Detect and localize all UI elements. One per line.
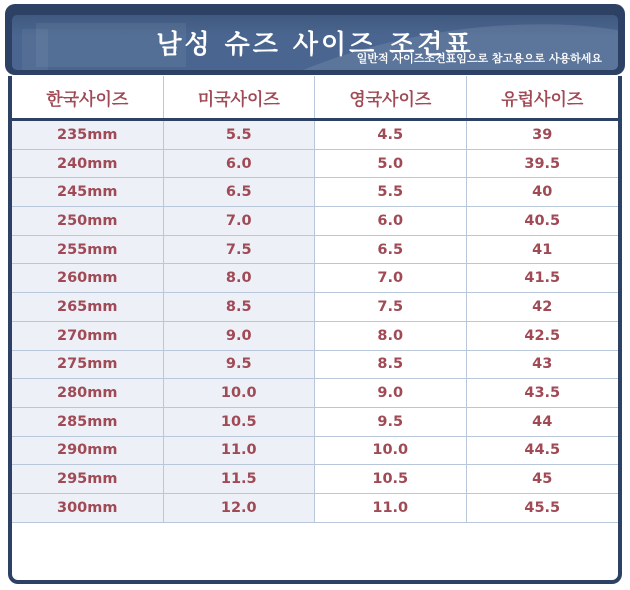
table-row: [12, 351, 618, 380]
table-row: [12, 408, 618, 437]
table-cell: 8.5: [164, 293, 316, 322]
table-cell: 7.5: [164, 236, 316, 265]
title-banner: [5, 4, 625, 75]
table-cell: 42.5: [467, 322, 619, 351]
table-cell: 45.5: [467, 494, 619, 523]
table-cell: 40: [467, 178, 619, 207]
table-cell: 10.5: [315, 465, 467, 494]
table-row: [12, 437, 618, 466]
table-cell: 245mm: [12, 178, 164, 207]
table-cell: 8.0: [164, 264, 316, 293]
table-cell: 4.5: [315, 121, 467, 150]
table-cell: 9.0: [164, 322, 316, 351]
table-cell: 265mm: [12, 293, 164, 322]
table-row: [12, 379, 618, 408]
table-row: [12, 150, 618, 179]
table-cell: 235mm: [12, 121, 164, 150]
title-banner-panel: [12, 15, 618, 70]
table-cell: 9.0: [315, 379, 467, 408]
table-cell: 240mm: [12, 150, 164, 179]
table-row: [12, 207, 618, 236]
size-conversion-table: [8, 76, 622, 584]
table-cell: 8.5: [315, 351, 467, 380]
table-cell: 39.5: [467, 150, 619, 179]
table-cell: 8.0: [315, 322, 467, 351]
table-cell: 285mm: [12, 408, 164, 437]
table-cell: 11.5: [164, 465, 316, 494]
table-cell: 9.5: [164, 351, 316, 380]
disclaimer-text: 일반적 사이즈조견표임으로 참고용으로 사용하세요: [356, 52, 602, 65]
table-cell: 39: [467, 121, 619, 150]
table-cell: 7.0: [164, 207, 316, 236]
column-header-europe: 유럽사이즈: [467, 76, 619, 118]
column-header-uk: 영국사이즈: [315, 76, 467, 118]
table-cell: 42: [467, 293, 619, 322]
table-cell: 11.0: [315, 494, 467, 523]
table-cell: 6.5: [164, 178, 316, 207]
table-cell: 255mm: [12, 236, 164, 265]
table-cell: 9.5: [315, 408, 467, 437]
column-header-us: 미국사이즈: [164, 76, 316, 118]
table-cell: 6.0: [315, 207, 467, 236]
table-cell: 10.5: [164, 408, 316, 437]
table-row: [12, 264, 618, 293]
table-cell: 295mm: [12, 465, 164, 494]
table-cell: 11.0: [164, 437, 316, 466]
table-cell: 10.0: [315, 437, 467, 466]
table-cell: 280mm: [12, 379, 164, 408]
page-title: 남성 슈즈 사이즈 조견표: [156, 30, 474, 60]
table-body: [12, 121, 618, 523]
table-cell: 40.5: [467, 207, 619, 236]
table-cell: 44.5: [467, 437, 619, 466]
table-cell: 44: [467, 408, 619, 437]
table-row: [12, 494, 618, 523]
table-cell: 260mm: [12, 264, 164, 293]
table-cell: 5.5: [315, 178, 467, 207]
table-header-row: [12, 76, 618, 121]
table-cell: 6.5: [315, 236, 467, 265]
table-row: [12, 293, 618, 322]
column-header-korea: 한국사이즈: [12, 76, 164, 118]
table-cell: 275mm: [12, 351, 164, 380]
table-cell: 43.5: [467, 379, 619, 408]
table-cell: 12.0: [164, 494, 316, 523]
table-cell: 300mm: [12, 494, 164, 523]
table-cell: 5.5: [164, 121, 316, 150]
table-row: [12, 121, 618, 150]
table-cell: 290mm: [12, 437, 164, 466]
table-row: [12, 322, 618, 351]
table-cell: 7.5: [315, 293, 467, 322]
table-cell: 41: [467, 236, 619, 265]
table-cell: 10.0: [164, 379, 316, 408]
table-cell: 45: [467, 465, 619, 494]
table-row: [12, 465, 618, 494]
table-cell: 41.5: [467, 264, 619, 293]
table-row: [12, 236, 618, 265]
table-cell: 7.0: [315, 264, 467, 293]
table-row: [12, 178, 618, 207]
table-cell: 270mm: [12, 322, 164, 351]
table-cell: 43: [467, 351, 619, 380]
table-cell: 5.0: [315, 150, 467, 179]
table-cell: 250mm: [12, 207, 164, 236]
table-cell: 6.0: [164, 150, 316, 179]
